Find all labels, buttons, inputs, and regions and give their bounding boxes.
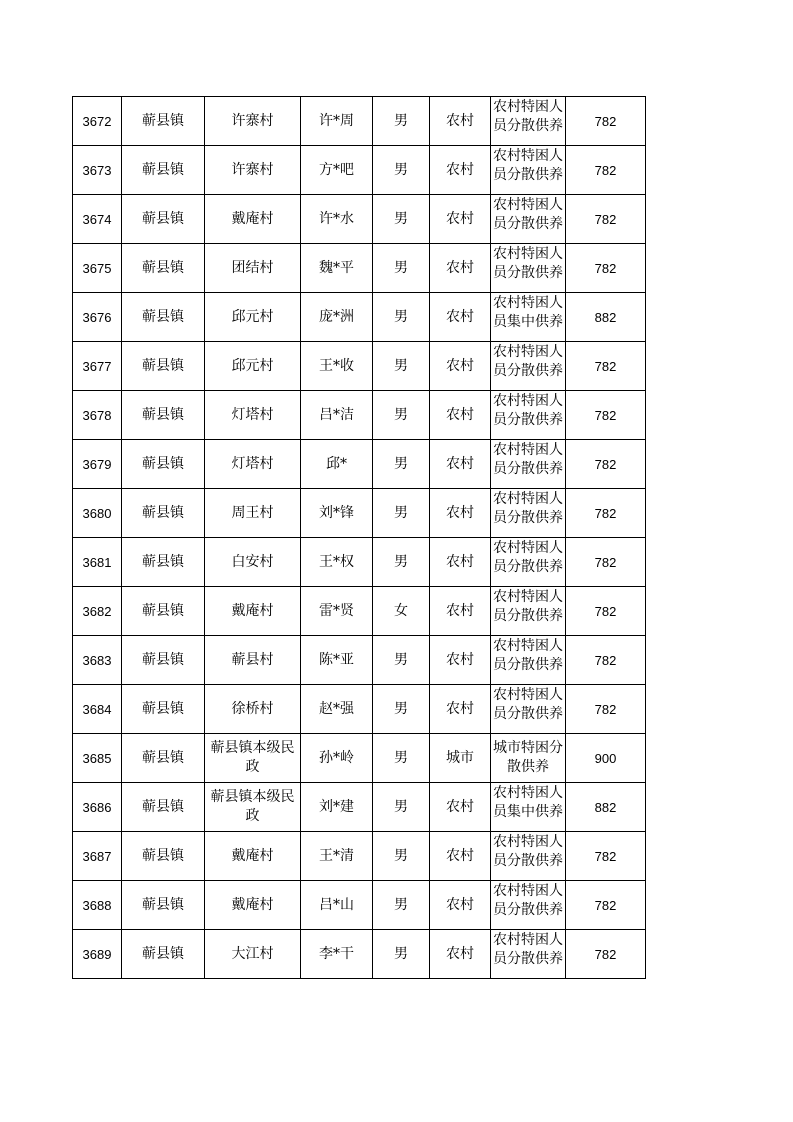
- table-row: [73, 783, 646, 832]
- cell-village: 许寨村: [205, 97, 301, 146]
- assistance-type-text: 农村特困人员分散供养: [493, 883, 563, 918]
- cell-area: 农村: [430, 293, 491, 342]
- assistance-type-text: 农村特困人员分散供养: [493, 344, 563, 379]
- table-row: [73, 881, 646, 930]
- cell-assistance-type: [491, 391, 566, 440]
- cell-area: 农村: [430, 440, 491, 489]
- cell-town: 蕲县镇: [122, 440, 205, 489]
- cell-gender: 男: [373, 930, 430, 979]
- data-table: [72, 96, 646, 979]
- cell-gender: 男: [373, 244, 430, 293]
- cell-id: 3687: [73, 832, 122, 881]
- table-row: [73, 685, 646, 734]
- assistance-type-text: 城市特困分散供养: [493, 740, 563, 775]
- assistance-type-text: 农村特困人员分散供养: [493, 99, 563, 134]
- cell-id: 3685: [73, 734, 122, 783]
- cell-gender: 男: [373, 881, 430, 930]
- cell-amount: 782: [566, 195, 646, 244]
- cell-area: 农村: [430, 685, 491, 734]
- cell-area: 农村: [430, 97, 491, 146]
- cell-gender: 男: [373, 391, 430, 440]
- cell-amount: 782: [566, 97, 646, 146]
- table-row: [73, 734, 646, 783]
- cell-amount: 782: [566, 244, 646, 293]
- cell-assistance-type: [491, 685, 566, 734]
- cell-area: 农村: [430, 146, 491, 195]
- cell-gender: 男: [373, 440, 430, 489]
- cell-town: 蕲县镇: [122, 832, 205, 881]
- cell-gender: 男: [373, 832, 430, 881]
- cell-name: 王*权: [301, 538, 373, 587]
- cell-id: 3678: [73, 391, 122, 440]
- cell-village: 戴庵村: [205, 881, 301, 930]
- cell-village: 蕲县镇本级民政: [205, 783, 301, 832]
- cell-assistance-type: [491, 930, 566, 979]
- cell-gender: 男: [373, 97, 430, 146]
- cell-gender: 女: [373, 587, 430, 636]
- cell-town: 蕲县镇: [122, 146, 205, 195]
- cell-gender: 男: [373, 783, 430, 832]
- cell-amount: 782: [566, 930, 646, 979]
- cell-assistance-type: [491, 244, 566, 293]
- cell-area: 农村: [430, 636, 491, 685]
- cell-name: 雷*贤: [301, 587, 373, 636]
- table-row: [73, 391, 646, 440]
- cell-amount: 782: [566, 538, 646, 587]
- assistance-type-text: 农村特困人员分散供养: [493, 687, 563, 722]
- cell-name: 方*吧: [301, 146, 373, 195]
- cell-assistance-type: [491, 342, 566, 391]
- table-row: [73, 538, 646, 587]
- cell-id: 3676: [73, 293, 122, 342]
- cell-area: 农村: [430, 587, 491, 636]
- cell-town: 蕲县镇: [122, 538, 205, 587]
- cell-id: 3686: [73, 783, 122, 832]
- cell-assistance-type: [491, 195, 566, 244]
- cell-area: 农村: [430, 881, 491, 930]
- table-row: [73, 930, 646, 979]
- cell-town: 蕲县镇: [122, 195, 205, 244]
- table-row: [73, 440, 646, 489]
- cell-assistance-type: [491, 734, 566, 783]
- cell-gender: 男: [373, 342, 430, 391]
- cell-assistance-type: [491, 832, 566, 881]
- cell-name: 王*收: [301, 342, 373, 391]
- assistance-type-text: 农村特困人员分散供养: [493, 393, 563, 428]
- cell-id: 3674: [73, 195, 122, 244]
- cell-area: 农村: [430, 342, 491, 391]
- cell-village: 戴庵村: [205, 832, 301, 881]
- cell-assistance-type: [491, 783, 566, 832]
- cell-name: 许*水: [301, 195, 373, 244]
- cell-town: 蕲县镇: [122, 930, 205, 979]
- cell-village: 戴庵村: [205, 587, 301, 636]
- cell-area: 农村: [430, 538, 491, 587]
- cell-name: 吕*山: [301, 881, 373, 930]
- cell-name: 孙*岭: [301, 734, 373, 783]
- table-row: [73, 636, 646, 685]
- cell-amount: 782: [566, 685, 646, 734]
- cell-amount: 882: [566, 783, 646, 832]
- cell-id: 3688: [73, 881, 122, 930]
- cell-area: 农村: [430, 832, 491, 881]
- cell-id: 3681: [73, 538, 122, 587]
- cell-id: 3672: [73, 97, 122, 146]
- cell-gender: 男: [373, 489, 430, 538]
- cell-assistance-type: [491, 489, 566, 538]
- assistance-type-text: 农村特困人员分散供养: [493, 540, 563, 575]
- cell-name: 刘*锋: [301, 489, 373, 538]
- cell-name: 吕*洁: [301, 391, 373, 440]
- cell-area: 农村: [430, 195, 491, 244]
- assistance-type-text: 农村特困人员分散供养: [493, 246, 563, 281]
- cell-village: 团结村: [205, 244, 301, 293]
- cell-assistance-type: [491, 636, 566, 685]
- cell-town: 蕲县镇: [122, 587, 205, 636]
- cell-gender: 男: [373, 293, 430, 342]
- table-body: [73, 97, 646, 979]
- cell-village: 白安村: [205, 538, 301, 587]
- cell-village: 蕲县镇本级民政: [205, 734, 301, 783]
- cell-amount: 782: [566, 342, 646, 391]
- table-row: [73, 244, 646, 293]
- cell-area: 农村: [430, 391, 491, 440]
- assistance-type-text: 农村特困人员集中供养: [493, 785, 563, 820]
- cell-amount: 882: [566, 293, 646, 342]
- cell-town: 蕲县镇: [122, 881, 205, 930]
- cell-id: 3675: [73, 244, 122, 293]
- cell-amount: 782: [566, 832, 646, 881]
- cell-id: 3677: [73, 342, 122, 391]
- cell-assistance-type: [491, 881, 566, 930]
- cell-assistance-type: [491, 538, 566, 587]
- cell-village: 邱元村: [205, 342, 301, 391]
- cell-gender: 男: [373, 734, 430, 783]
- cell-amount: 782: [566, 489, 646, 538]
- cell-amount: 782: [566, 587, 646, 636]
- cell-id: 3680: [73, 489, 122, 538]
- cell-assistance-type: [491, 440, 566, 489]
- cell-village: 灯塔村: [205, 440, 301, 489]
- cell-area: 农村: [430, 244, 491, 293]
- cell-gender: 男: [373, 636, 430, 685]
- cell-assistance-type: [491, 146, 566, 195]
- cell-area: 城市: [430, 734, 491, 783]
- cell-town: 蕲县镇: [122, 391, 205, 440]
- cell-area: 农村: [430, 489, 491, 538]
- cell-gender: 男: [373, 195, 430, 244]
- table-row: [73, 146, 646, 195]
- assistance-type-text: 农村特困人员分散供养: [493, 638, 563, 673]
- cell-town: 蕲县镇: [122, 342, 205, 391]
- cell-village: 周王村: [205, 489, 301, 538]
- cell-id: 3689: [73, 930, 122, 979]
- cell-assistance-type: [491, 293, 566, 342]
- cell-area: 农村: [430, 783, 491, 832]
- cell-amount: 900: [566, 734, 646, 783]
- cell-town: 蕲县镇: [122, 244, 205, 293]
- cell-gender: 男: [373, 146, 430, 195]
- cell-town: 蕲县镇: [122, 685, 205, 734]
- cell-amount: 782: [566, 440, 646, 489]
- cell-id: 3683: [73, 636, 122, 685]
- cell-name: 魏*平: [301, 244, 373, 293]
- table-row: [73, 587, 646, 636]
- assistance-type-text: 农村特困人员分散供养: [493, 148, 563, 183]
- cell-town: 蕲县镇: [122, 734, 205, 783]
- cell-name: 李*干: [301, 930, 373, 979]
- cell-amount: 782: [566, 636, 646, 685]
- assistance-type-text: 农村特困人员分散供养: [493, 834, 563, 869]
- assistance-type-text: 农村特困人员集中供养: [493, 295, 563, 330]
- cell-amount: 782: [566, 146, 646, 195]
- cell-gender: 男: [373, 538, 430, 587]
- cell-assistance-type: [491, 587, 566, 636]
- cell-village: 大江村: [205, 930, 301, 979]
- cell-village: 灯塔村: [205, 391, 301, 440]
- cell-town: 蕲县镇: [122, 97, 205, 146]
- cell-area: 农村: [430, 930, 491, 979]
- assistance-type-text: 农村特困人员分散供养: [493, 197, 563, 232]
- table-row: [73, 293, 646, 342]
- assistance-type-text: 农村特困人员分散供养: [493, 932, 563, 967]
- assistance-type-text: 农村特困人员分散供养: [493, 442, 563, 477]
- table-row: [73, 342, 646, 391]
- table-row: [73, 195, 646, 244]
- cell-id: 3673: [73, 146, 122, 195]
- cell-name: 刘*建: [301, 783, 373, 832]
- assistance-type-text: 农村特困人员分散供养: [493, 589, 563, 624]
- table-row: [73, 832, 646, 881]
- cell-village: 邱元村: [205, 293, 301, 342]
- cell-id: 3679: [73, 440, 122, 489]
- cell-name: 许*周: [301, 97, 373, 146]
- cell-town: 蕲县镇: [122, 636, 205, 685]
- table-row: [73, 489, 646, 538]
- cell-town: 蕲县镇: [122, 293, 205, 342]
- cell-id: 3684: [73, 685, 122, 734]
- cell-id: 3682: [73, 587, 122, 636]
- cell-village: 蕲县村: [205, 636, 301, 685]
- cell-assistance-type: [491, 97, 566, 146]
- cell-town: 蕲县镇: [122, 783, 205, 832]
- assistance-type-text: 农村特困人员分散供养: [493, 491, 563, 526]
- cell-amount: 782: [566, 391, 646, 440]
- cell-village: 徐桥村: [205, 685, 301, 734]
- cell-name: 王*清: [301, 832, 373, 881]
- cell-gender: 男: [373, 685, 430, 734]
- cell-town: 蕲县镇: [122, 489, 205, 538]
- cell-name: 陈*亚: [301, 636, 373, 685]
- cell-village: 戴庵村: [205, 195, 301, 244]
- cell-name: 庞*洲: [301, 293, 373, 342]
- table-row: [73, 97, 646, 146]
- cell-name: 邱*: [301, 440, 373, 489]
- cell-village: 许寨村: [205, 146, 301, 195]
- cell-amount: 782: [566, 881, 646, 930]
- cell-name: 赵*强: [301, 685, 373, 734]
